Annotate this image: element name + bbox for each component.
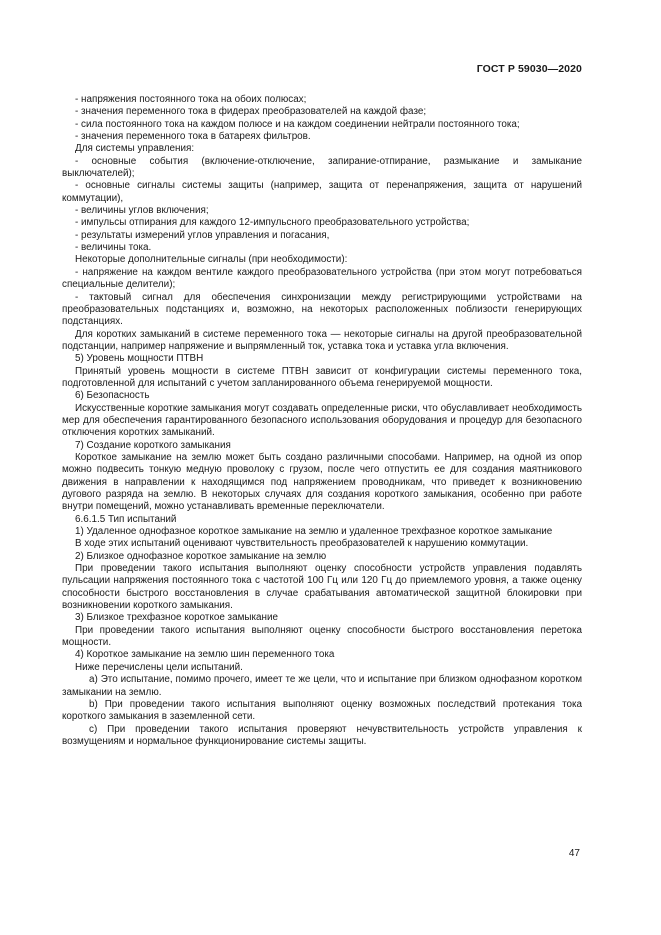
paragraph: Короткое замыкание на землю может быть создано различными способами. Например, на одной из опор можно подвесить тонкую медную проволоку с грузом, после чего отпустить ее для создания маятникового движения в направлении к находящимся под напряжением проводникам, что приведет к возникновению дугового разряда на землю. В некоторых случаях для создания короткого замыкания, особенно при работе внутри помещений, можно устанавливать временные переключатели. [62,451,582,513]
paragraph: - тактовый сигнал для обеспечения синхронизации между регистрирующими устройствами на преобразовательных подстанциях и, возможно, на некоторых расположенных поблизости генерирующих подстанциях. [62,291,582,328]
section-heading: 3) Близкое трехфазное короткое замыкание [75,612,278,624]
paragraph: - величины углов включения; [75,205,209,217]
list-item: а) Это испытание, помимо прочего, имеет те же цели, что и испытание при близком однофазном коротком замыкании на землю. [62,674,582,698]
section-heading: 4) Короткое замыкание на землю шин переменного тока [75,649,335,661]
section-heading: 6) Безопасность [75,390,150,402]
paragraph: - значения переменного тока в батареях фильтров. [75,131,311,143]
section-heading: 7) Создание короткого замыкания [75,439,231,451]
paragraph: Некоторые дополнительные сигналы (при необходимости): [75,254,348,266]
paragraph: Искусственные короткие замыкания могут создавать определенные риски, что обуславливает необходимость мер для обеспечения гарантированного безопасного использования оборудования и процедур для безопасного отключения коротких замыканий. [62,402,582,439]
section-heading: 5) Уровень мощности ПТВН [75,353,204,365]
paragraph: Принятый уровень мощности в системе ПТВН зависит от конфигурации системы переменного тока, подготовленной для испытаний с учетом запланированного объема генерируемой мощности. [62,365,582,389]
paragraph: При проведении такого испытания выполняют оценку способности устройств управления подавлять пульсации напряжения постоянного тока с частотой 100 Гц или 120 Гц до приемлемого уровня, а также оценку способности быстрого восстановления в случае срабатывания автоматической защитной блокировки при возникновении короткого замыкания. [62,563,582,612]
body-text [62,94,582,748]
paragraph: Ниже перечислены цели испытаний. [75,661,243,673]
paragraph: - напряжения постоянного тока на обоих полюсах; [75,94,307,105]
paragraph: При проведении такого испытания выполняют оценку способности быстрого восстановления перетока мощности. [62,624,582,649]
paragraph: - величины тока. [75,242,152,254]
paragraph: - напряжение на каждом вентиле каждого преобразовательного устройства (при этом могут потребоваться специальные делители); [62,266,582,291]
page-number: 47 [568,848,580,859]
list-item: с) При проведении такого испытания проверяют нечувствительность устройств управления к возмущениям и нормальное функционирование системы защиты. [62,723,582,747]
section-heading: 2) Близкое однофазное короткое замыкание на землю [75,550,327,562]
paragraph: - значения переменного тока в фидерах преобразователей на каждой фазе; [75,106,427,118]
paragraph: - основные события (включение-отключение, запирание-отпирание, размыкание и замыкание выключателей); [62,155,582,180]
paragraph: - импульсы отпирания для каждого 12-импульсного преобразовательного устройства; [75,217,470,229]
list-item: b) При проведении такого испытания выполняют оценку возможных последствий протекания тока короткого замыкания в заземленной сети. [62,698,582,723]
paragraph: - сила постоянного тока на каждом полюсе и на каждом соединении нейтрали постоянного тока; [75,118,520,130]
paragraph: В ходе этих испытаний оценивают чувствительность преобразователей к нарушению коммутации. [75,538,529,550]
paragraph: Для коротких замыканий в системе переменного тока — некоторые сигналы на другой преобразовательной подстанции, например напряжение и выпрямленный ток, уставка тока и уставка угла включения. [62,328,582,352]
standard-designation: ГОСТ Р 59030—2020 [476,63,582,75]
paragraph: - результаты измерений углов управления и погасания, [75,229,330,241]
section-heading: 1) Удаленное однофазное короткое замыкание на землю и удаленное трехфазное короткое замыкание [75,526,553,538]
paragraph: - основные сигналы системы защиты (например, защита от перенапряжения, защита от нарушений коммутации), [62,180,582,204]
clause-heading: 6.6.1.5 Тип испытаний [75,513,177,525]
paragraph: Для системы управления: [75,143,195,155]
